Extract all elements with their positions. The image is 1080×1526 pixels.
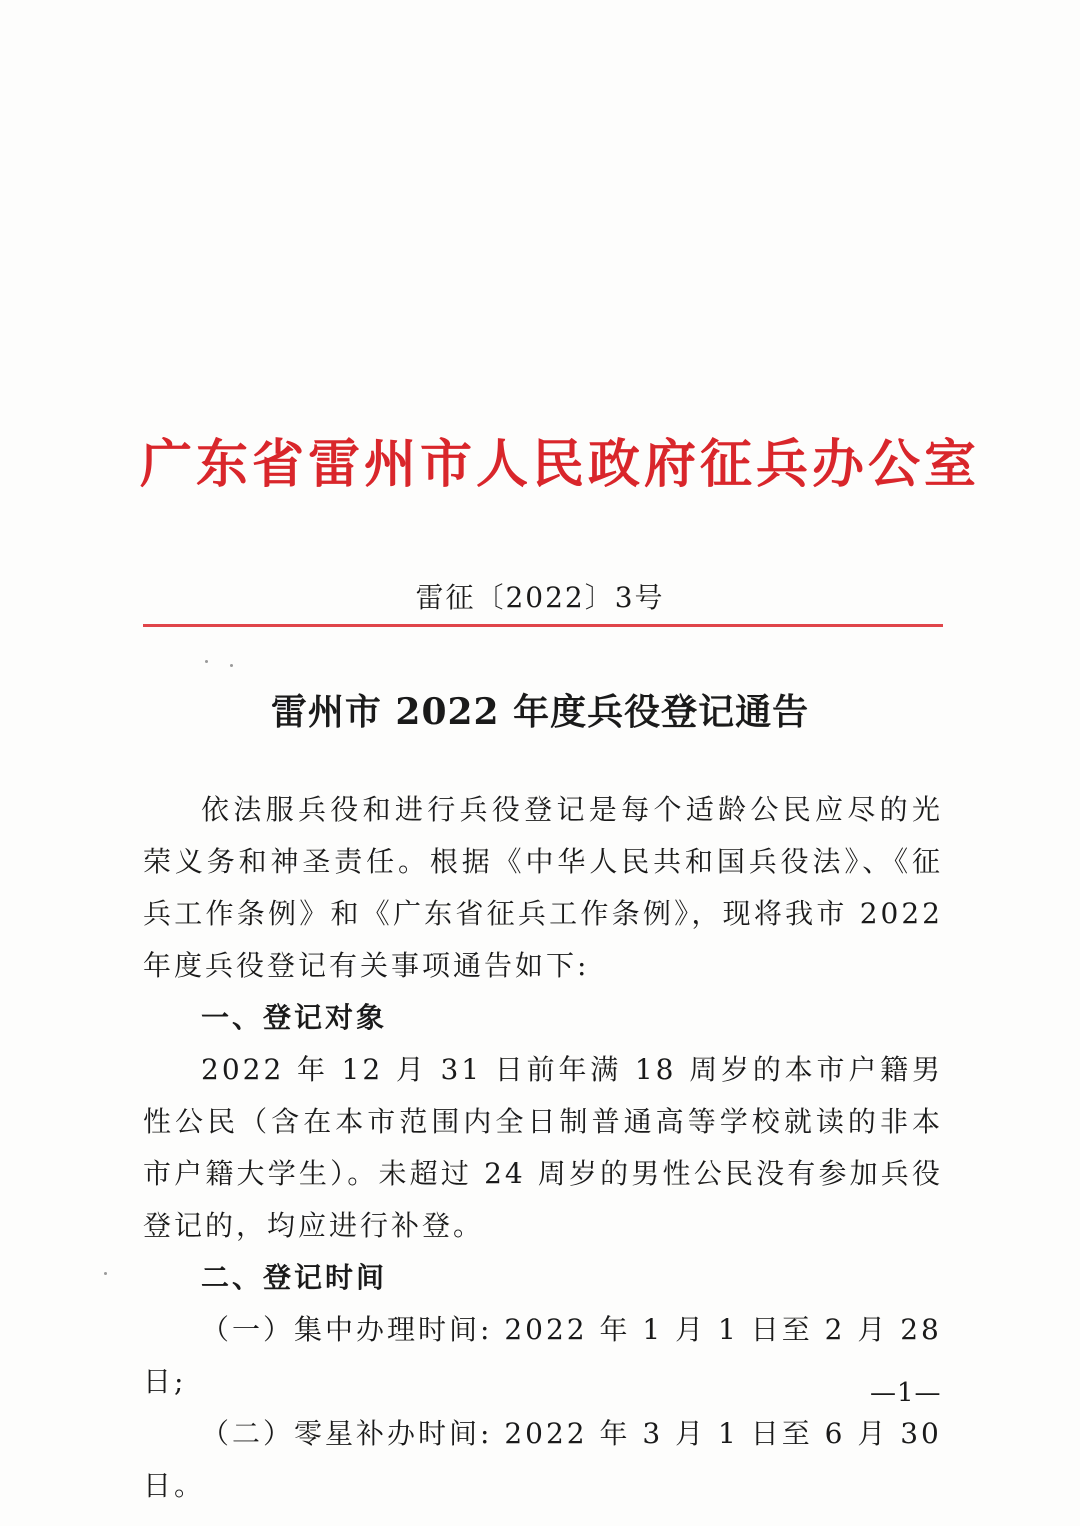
registration-time-item: （一）集中办理时间: 2022 年 1 月 1 日至 2 月 28 日; [143,1313,942,1398]
section-heading-registration-time: 二、登记时间 [201,1261,388,1294]
scan-speck [104,1272,107,1275]
document-number: 雷征〔2022〕3号 [415,581,665,614]
issuing-organization-header: 广东省雷州市人民政府征兵办公室 [140,434,981,495]
scan-speck [205,660,208,663]
intro-paragraph: 依法服兵役和进行兵役登记是每个适龄公民应尽的光荣义务和神圣责任。根据《中华人民共和国兵役法》、《征兵工作条例》和《广东省征兵工作条例》，现将我市 2022 年度兵役登记有关事项通告如下: [143,793,943,982]
section-heading-registration-target: 一、登记对象 [201,1001,388,1034]
red-divider-line [143,624,943,627]
scan-speck [230,664,233,667]
registration-target-paragraph: 2022 年 12 月 31 日前年满 18 周岁的本市户籍男性公民（含在本市范围内全日制普通高等学校就读的非本市户籍大学生）。未超过 24 周岁的男性公民没有参加兵役登记的，均应进行补登。 [143,1053,943,1242]
notice-body [143,784,943,1512]
notice-title: 雷州市 2022 年度兵役登记通告 [270,691,810,733]
registration-time-item: （二）零星补办时间: 2022 年 3 月 1 日至 6 月 30 日。 [143,1417,942,1502]
page-number: —1— [870,1378,942,1408]
